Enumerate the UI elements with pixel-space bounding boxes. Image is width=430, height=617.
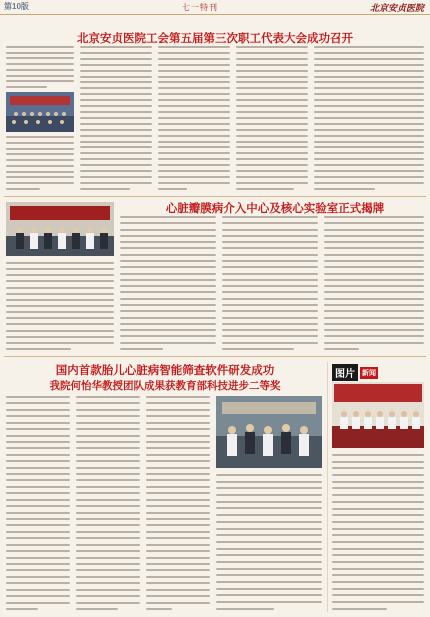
article-2-photo [6, 202, 114, 256]
article-3-col-2 [76, 396, 140, 610]
picture-news-sublabel: 新闻 [362, 369, 376, 377]
page-header [0, 0, 430, 15]
article-3-col-3 [146, 396, 210, 610]
paper-name: 北京安贞医院 [369, 4, 424, 14]
article-2-col-1 [6, 262, 114, 350]
article-3-headline-line1[interactable]: 国内首款胎儿心脏病智能筛查软件研发成功 [55, 363, 275, 377]
article-1-headline[interactable]: 北京安贞医院工会第五届第三次职工代表大会成功召开 [77, 31, 353, 45]
divider-1 [4, 196, 426, 197]
article-1-col-5 [314, 46, 424, 190]
section-title: 七一特刊 [182, 3, 218, 12]
article-2-col-3 [222, 216, 318, 350]
picture-news-caption [332, 454, 424, 610]
picture-news-photo [332, 382, 424, 448]
picture-news-label: 图片 [332, 364, 358, 381]
article-3-col-4 [216, 474, 322, 610]
article-1-col-1 [6, 46, 74, 88]
article-3-col-1 [6, 396, 70, 610]
article-3-headline-line2[interactable]: 我院何怡华教授团队成果获教育部科技进步二等奖 [49, 380, 281, 392]
picture-news-divider [327, 362, 328, 612]
article-1-col-2 [80, 46, 152, 190]
article-1-photo [6, 92, 74, 132]
article-1-col-1b [6, 136, 74, 190]
article-1-col-4 [236, 46, 308, 190]
divider-2 [4, 356, 426, 357]
article-2-col-4 [324, 216, 424, 350]
article-1-col-3 [158, 46, 230, 190]
article-3-photo [216, 396, 322, 468]
article-2-headline[interactable]: 心脏瓣膜病介入中心及核心实验室正式揭牌 [165, 201, 385, 215]
article-2-col-2 [120, 216, 216, 350]
issue-number: 第10版 [4, 2, 29, 11]
